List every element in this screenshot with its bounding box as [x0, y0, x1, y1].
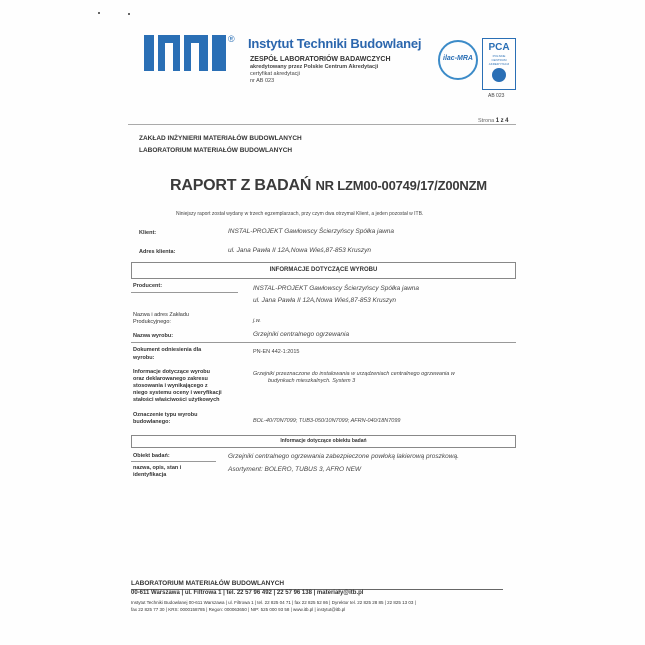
row-divider [131, 342, 516, 343]
itb-logo [144, 35, 226, 71]
object-section-title: Informacje dotyczące obiektu badań [280, 438, 367, 444]
product-info-label-2: oraz deklarowanego zakresu [133, 376, 208, 382]
page-number: Strona 1 z 4 [478, 118, 509, 124]
report-title [170, 177, 487, 195]
producer-label: Producent: [133, 283, 163, 289]
plant-label-1: Nazwa i adres Zakładu [133, 312, 189, 318]
reference-doc-label-2: wyrobu: [133, 355, 155, 361]
report-number: NR LZM00-00749/17/Z00NZM [315, 178, 487, 193]
institute-name: Instytut Techniki Budowlanej [248, 36, 422, 51]
client-address-label: Adres klienta: [139, 249, 176, 255]
product-section-title: INFORMACJE DOTYCZĄCE WYROBU [269, 267, 378, 273]
product-info-label-4: niego systemu oceny i weryfikacji [133, 390, 222, 396]
footer-registry-line: fax 22 825 77 30 | KRS: 0000158785 | Regon: 000063650 | NIP: 525 000 93 58 | www.itb.pl | instytut@itb.pl [131, 607, 346, 612]
product-info-label-1: Informacje dotyczące wyrobu [133, 369, 211, 375]
ilac-mra-logo [438, 40, 478, 80]
identification-label-2: identyfikacja [133, 472, 167, 478]
footer-lab-name: LABORATORIUM MATERIAŁÓW BUDOWLANYCH [131, 580, 285, 587]
copies-notice: Niniejszy raport został wydany w trzech egzemplarzach, przy czym dwa otrzymał Klient, a jeden pozostał w ITB. [176, 211, 424, 217]
ilac-label: ilac-MRA [443, 55, 473, 62]
identification-label-1: nazwa, opis, stan i [133, 465, 182, 471]
producer-value: INSTAL-PROJEKT Gawłowscy Ścierzyńscy Spółka jawna [253, 285, 420, 292]
product-info-value-1: Grzejniki przeznaczone do instalowania w urządzeniach centralnego ogrzewania w [253, 371, 455, 377]
scan-speck [128, 13, 130, 15]
type-value: BOL-40/70N7099; TUB3-050/10N7099; AFRN-040/18N7099 [253, 418, 401, 424]
department-name: ZAKŁAD INŻYNIERII MATERIAŁÓW BUDOWLANYCH [139, 135, 302, 142]
registered-mark: ® [228, 34, 235, 44]
client-value: INSTAL-PROJEKT Gawłowscy Ścierzyńscy Spółka jawna [228, 228, 395, 235]
certificate-line: certyfikat akredytacji [250, 71, 300, 77]
pca-logo [482, 38, 516, 90]
object-label: Obiekt badań: [133, 453, 170, 459]
header-divider [128, 124, 516, 125]
reference-doc-label-1: Dokument odniesienia dla [133, 347, 202, 353]
product-name-value: Grzejniki centralnego ogrzewania [253, 331, 350, 338]
client-address-value: ul. Jana Pawła II 12A,Nowa Wieś,87-853 Kruszyn [228, 247, 372, 254]
product-info-label-5: stałości właściwości użytkowych [133, 397, 220, 403]
product-name-label: Nazwa wyrobu: [133, 333, 174, 339]
producer-address: ul. Jana Pawła II 12A,Nowa Wieś,87-853 Kruszyn [253, 297, 397, 304]
laboratory-name: LABORATORIUM MATERIAŁÓW BUDOWLANYCH [139, 147, 293, 154]
identification-value: Asortyment: BOLERO, TUBUS 3, AFRO NEW [228, 466, 362, 473]
scan-speck [98, 12, 100, 14]
pca-label: PCA [488, 42, 510, 53]
row-divider [131, 461, 216, 462]
footer-institute-line: Instytut Techniki Budowlanej 00-611 Warszawa | ul. Filtrowa 1 | tel. 22 825 04 71 | fax 22 825 52 86 | Dyrektor tel. 22 825 28 85 | 22 825 13 03 | [131, 600, 416, 605]
product-info-label-3: stosowania i wynikającego z [133, 383, 208, 389]
product-info-value-2: budynkach mieszkalnych. System 3 [268, 378, 356, 384]
object-value: Grzejniki centralnego ogrzewania zabezpieczone powłoką lakierową proszkową. [228, 453, 459, 460]
footer-lab-address: 00-611 Warszawa | ul. Filtrowa 1 | tel. 22 57 96 492 | 22 57 96 138 | materiały@itb.pl [131, 590, 364, 596]
type-label-1: Oznaczenie typu wyrobu [133, 412, 198, 418]
plant-label-2: Produkcyjnego: [133, 319, 171, 325]
certificate-number: nr AB 023 [250, 78, 275, 84]
ab-code: AB 023 [488, 93, 505, 99]
pca-sub-label: POLSKIE CENTRUM AKREDYTACJI [488, 54, 510, 66]
accreditation-line: akredytowany przez Polskie Centrum Akredytacji [250, 64, 379, 70]
reference-doc-value: PN-EN 442-1:2015 [253, 349, 300, 355]
client-label: Klient: [139, 230, 157, 236]
type-label-2: budowlanego: [133, 419, 171, 425]
report-title-main: RAPORT Z BADAŃ [170, 177, 312, 194]
pca-emblem-icon [492, 68, 506, 82]
row-divider [131, 292, 238, 293]
lab-group-name: ZESPÓŁ LABORATORIÓW BADAWCZYCH [250, 56, 391, 63]
plant-value: j.w. [253, 318, 261, 324]
